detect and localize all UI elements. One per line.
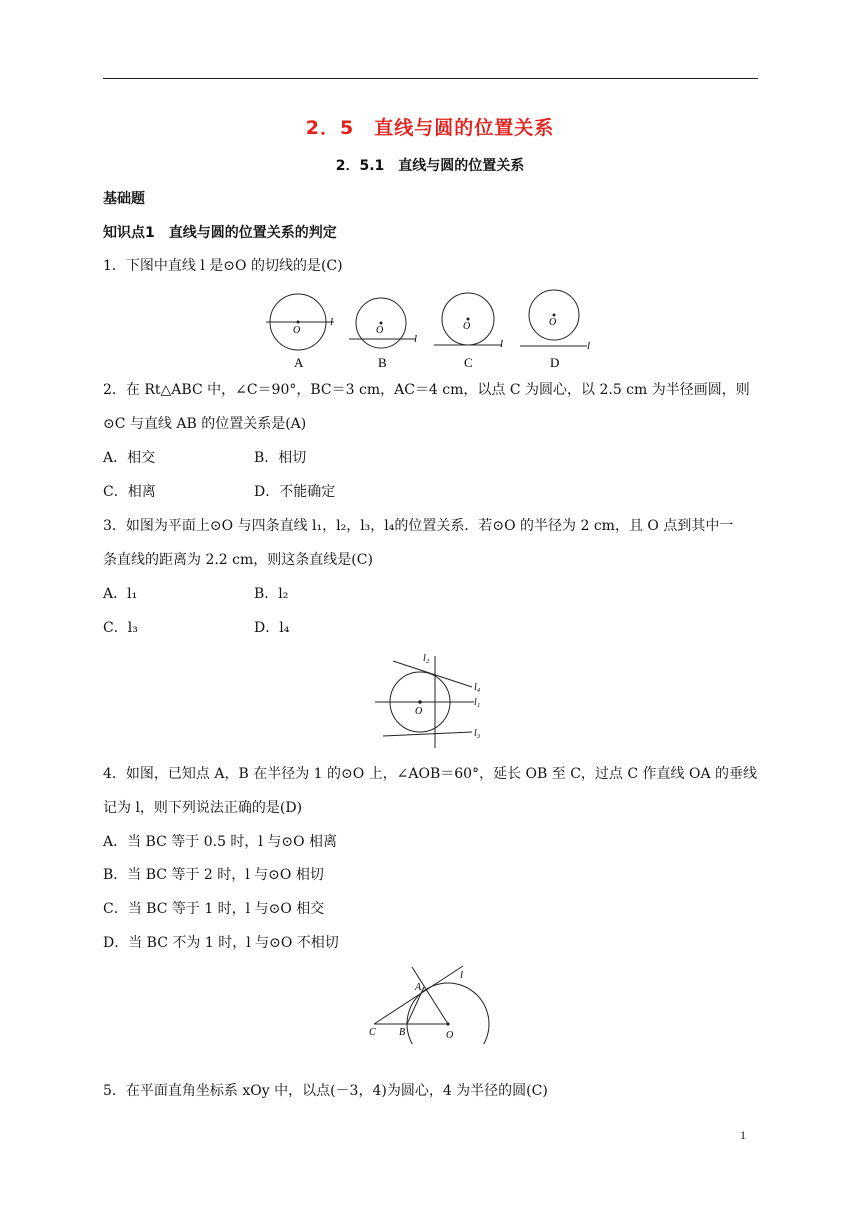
question-3-stem-line2: 条直线的距离为 2.2 cm，则这条直线是(C) [103,552,373,568]
center-label-c: O [463,321,471,332]
figure-label-c: C [464,355,473,370]
line-l4 [393,661,472,687]
label-l1: l₁ [474,697,481,708]
center-label-d: O [549,317,557,328]
knowledge-point-heading: 知识点1 直线与圆的位置关系的判定 [103,225,337,241]
line-label-a: l [330,316,334,328]
question-4-stem-line1: 4．如图，已知点 A，B 在半径为 1 的⊙O 上，∠AOB＝60°，延长 OB 至 C，过点 C 作直线 OA 的垂线 [103,766,758,782]
question-5-stem: 5．在平面直角坐标系 xOy 中，以点(－3，4)为圆心，4 为半径的圆(C) [103,1083,548,1099]
question-3-stem-line1: 3．如图为平面上⊙O 与四条直线 l₁，l₂，l₃，l₄的位置关系．若⊙O 的半径为 2 cm，且 O 点到其中一 [103,518,734,534]
center-label: O [415,706,423,717]
label-l2: l₂ [423,653,430,664]
center-label-b: O [376,325,384,336]
question-3-option-b: B．l₂ [254,586,289,602]
figure-label-a: A [294,355,304,370]
page-title: 2．5 直线与圆的位置关系 [305,117,555,139]
question-2-option-a: A．相交 [103,450,156,466]
question-4-stem-line2: 记为 l，则下列说法正确的是(D) [103,800,303,816]
question-1-stem: 1．下图中直线 l 是⊙O 的切线的是(C) [103,258,343,274]
label-b: B [399,1027,406,1038]
line-label-d: l [587,340,591,352]
line-label-b: l [414,333,418,345]
question-2-option-b: B．相切 [254,450,307,466]
question-2-option-c: C．相离 [103,484,156,500]
question-4-option-b: B．当 BC 等于 2 时，l 与⊙O 相切 [103,867,324,883]
question-2-stem-line2: ⊙C 与直线 AB 的位置关系是(A) [103,416,307,432]
figure-1a [266,294,334,350]
question-2-stem-line1: 2．在 Rt△ABC 中，∠C＝90°，BC＝3 cm，AC＝4 cm，以点 C 为圆心，以 2.5 cm 为半径画圆，则 [103,382,750,398]
label-c: C [369,1027,376,1038]
section-subtitle: 2．5.1 直线与圆的位置关系 [335,158,525,174]
line-label-c: l [500,338,504,350]
question-1-figure [262,288,602,372]
line-l [374,966,463,1024]
label-o: O [446,1030,454,1041]
center-dot [297,321,300,324]
page-number: 1 [740,1128,746,1142]
question-4-option-d: D．当 BC 不为 1 时，l 与⊙O 不相切 [103,935,339,951]
question-3-figure [370,648,490,750]
center-dot [418,700,422,704]
header-rule [103,78,758,79]
question-3-option-a: A．l₁ [103,586,138,602]
line-l3 [383,732,472,736]
label-l4: l₄ [474,682,481,693]
center-dot [446,1022,449,1025]
label-l: l [460,969,464,981]
question-2-option-d: D．不能确定 [254,484,336,500]
label-l3: l₃ [474,728,481,739]
question-4-option-c: C．当 BC 等于 1 时，l 与⊙O 相交 [103,901,325,917]
figure-label-d: D [550,355,560,370]
question-3-option-d: D．l₄ [254,620,290,636]
question-4-option-a: A．当 BC 等于 0.5 时，l 与⊙O 相离 [103,834,338,850]
center-label-a: O [293,325,301,336]
question-4-figure [362,962,497,1044]
label-a: A [415,982,422,993]
question-3-option-c: C．l₃ [103,620,138,636]
section-label: 基础题 [103,191,145,207]
figure-label-b: B [378,355,387,370]
